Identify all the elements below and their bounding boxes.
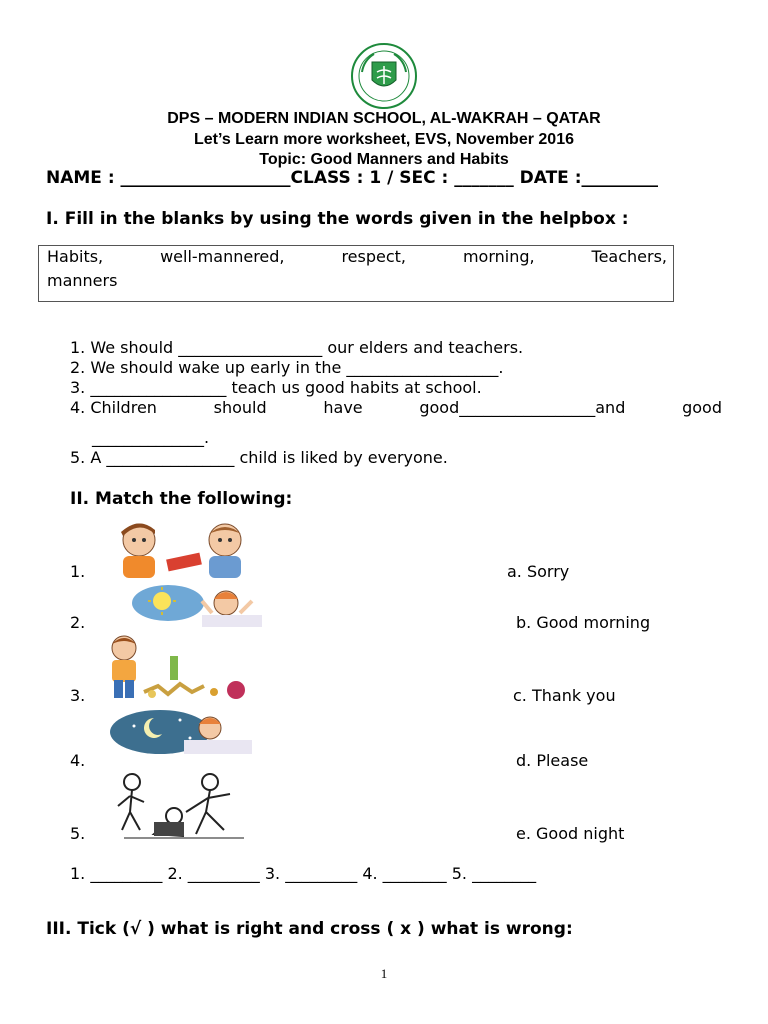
helpbox-words [47,247,667,266]
helpbox-word: Teachers, [591,247,667,266]
helpbox-word: well-mannered, [160,247,285,266]
fill-question-4-continued: ______________. [92,428,210,447]
worksheet-topic: Topic: Good Manners and Habits [259,151,509,168]
match-number-2: 2. [70,613,86,632]
section2-heading: II. Match the following: [70,489,293,509]
school-logo [348,42,420,110]
section3-heading: III. Tick (√ ) what is right and cross ( x ) what is wrong: [46,919,573,939]
worksheet-title: Let’s Learn more worksheet, EVS, November 2016 [193,131,574,148]
match-option-a: a. Sorry [507,562,570,581]
match-answer-line: 1. _________ 2. _________ 3. _________ 4. ________ 5. ________ [70,864,537,883]
fill-question-1: 1. We should __________________ our elders and teachers. [70,338,524,357]
section1-heading: I. Fill in the blanks by using the words given in the helpbox : [46,209,629,229]
match-option-d: d. Please [516,751,589,770]
helpbox [38,245,674,302]
q4-word: good [682,398,722,417]
match-option-e: e. Good night [516,824,625,843]
fill-question-4 [70,398,722,417]
helping-friend-image [114,772,254,840]
match-number-3: 3. [70,686,86,705]
helpbox-word: respect, [341,247,406,266]
q4-word: have [323,398,363,417]
helpbox-word: Habits, [47,247,104,266]
match-number-5: 5. [70,824,86,843]
fill-question-5: 5. A ________________ child is liked by everyone. [70,448,448,467]
school-name: DPS – MODERN INDIAN SCHOOL, AL-WAKRAH – QATAR [167,110,601,127]
match-option-c: c. Thank you [513,686,616,705]
match-option-b: b. Good morning [516,613,651,632]
page-number: 1 [380,966,388,981]
helpbox-word: morning, [462,247,535,266]
q4-word: 4. Children [70,398,157,417]
morning-sun-image [132,583,264,629]
match-number-1: 1. [70,562,86,581]
helpbox-word: manners [47,271,118,290]
match-number-4: 4. [70,751,86,770]
q4-word: good_________________and [419,398,626,417]
student-fields-line: NAME : ____________________CLASS : 1 / SEC : _______ DATE :_________ [46,168,659,188]
children-sharing-image [97,522,269,578]
fill-question-3: 3. _________________ teach us good habits at school. [70,378,482,397]
q4-word: should [213,398,267,417]
fill-question-2: 2. We should wake up early in the ___________________. [70,358,504,377]
night-sky-image [110,708,252,756]
boy-broken-toys-image [106,634,252,702]
